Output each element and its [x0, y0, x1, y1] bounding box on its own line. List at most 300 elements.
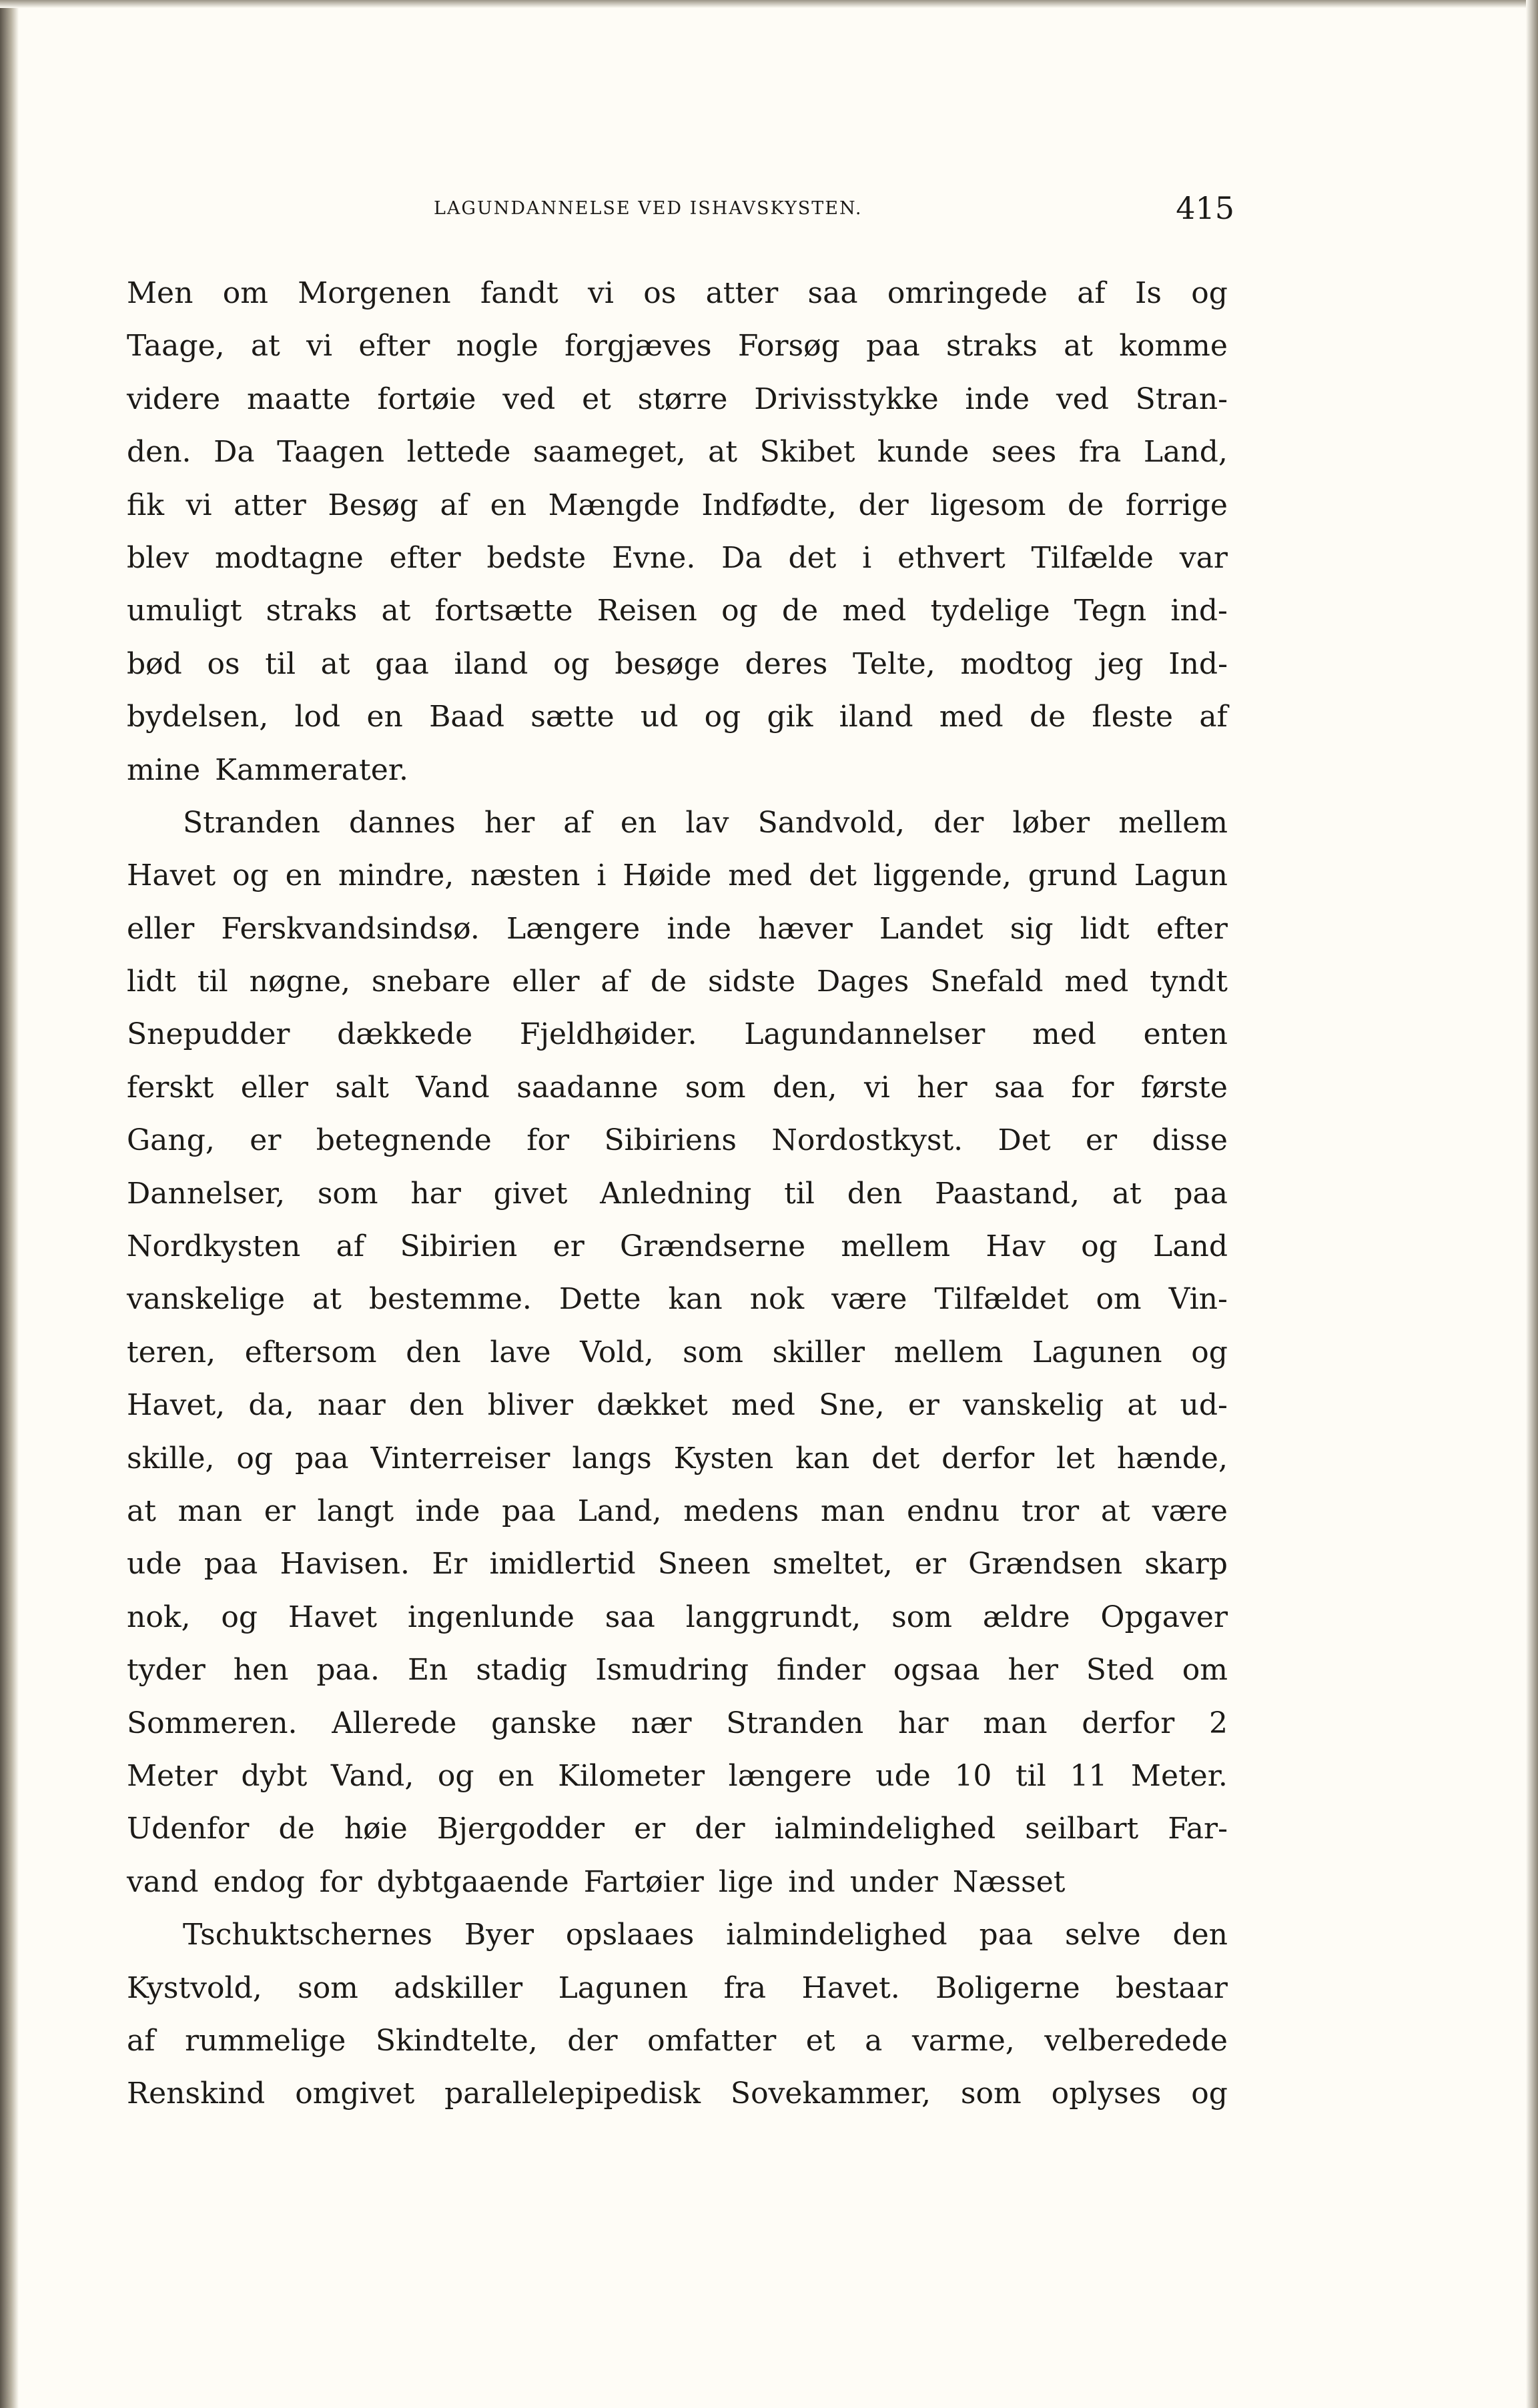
word: ude [127, 1547, 182, 1582]
word: skille, [127, 1441, 215, 1475]
word: Vinterreiser [370, 1441, 550, 1475]
text-line [127, 1273, 1228, 1325]
word: og [1191, 1335, 1228, 1369]
word: Kystvold, [127, 1970, 262, 2005]
word: Mængde [548, 488, 680, 522]
word: liggende, [873, 858, 1012, 893]
word: Tegn [1074, 594, 1147, 628]
word: opslaaes [565, 1918, 695, 1952]
text-line [127, 1591, 1228, 1644]
word: Vand, [330, 1758, 414, 1793]
word: er [914, 1547, 946, 1582]
word: rummelige [185, 2023, 346, 2058]
word: de [650, 965, 687, 999]
word: hen [233, 1653, 289, 1688]
word: Opgaver [1100, 1600, 1228, 1634]
word: efter [389, 540, 461, 575]
word: En [407, 1653, 448, 1688]
text-line [127, 902, 1228, 955]
word: af [563, 805, 592, 840]
word: en [620, 805, 657, 840]
word: modtagne [214, 540, 364, 575]
word: Paastand, [934, 1176, 1080, 1211]
word: 10 [954, 1758, 992, 1793]
word: bød [127, 646, 182, 681]
word: at [381, 594, 411, 628]
word: maatte [247, 382, 351, 416]
word: Længere [506, 911, 641, 946]
word: Lagundannelser [744, 1017, 986, 1052]
word: Tilfældet [934, 1282, 1069, 1317]
word: finder [776, 1653, 865, 1688]
word: Hav [986, 1229, 1046, 1264]
word: straks [946, 329, 1038, 364]
word: ud- [1180, 1388, 1228, 1423]
word: den. [127, 435, 191, 470]
word: dækkede [337, 1017, 473, 1052]
word: forrige [1125, 488, 1228, 522]
word: Renskind [127, 2076, 266, 2111]
word: tyndt [1150, 965, 1228, 999]
word: at [312, 1282, 342, 1317]
word: under [849, 1864, 938, 1899]
word: Ferskvandsindsø. [221, 911, 480, 946]
word: fik [127, 488, 165, 522]
word: disse [1152, 1123, 1228, 1158]
word: har [897, 1706, 949, 1740]
word: tror [1021, 1493, 1080, 1528]
word: Stranden [183, 805, 320, 840]
word: paa [979, 1918, 1034, 1952]
word: a [865, 2023, 883, 2058]
word: fleste [1092, 700, 1174, 734]
word: skiller [772, 1335, 865, 1369]
word: man [177, 1493, 242, 1528]
word: om [1096, 1282, 1142, 1317]
word: den [406, 1335, 461, 1369]
word: Havet [288, 1600, 378, 1634]
text-line [127, 849, 1228, 902]
word: og [553, 646, 590, 681]
word: derfor [1082, 1706, 1175, 1740]
word: medens [683, 1493, 799, 1528]
word: ingenlunde [408, 1600, 574, 1634]
word: og [236, 1441, 274, 1475]
word: enten [1143, 1017, 1228, 1052]
text-line [127, 690, 1228, 743]
word: har [410, 1176, 461, 1211]
word: der [567, 2023, 618, 2058]
word: paa [1174, 1176, 1228, 1211]
word: vanskelig [963, 1388, 1104, 1423]
word: Kammerater. [215, 752, 408, 787]
word: hænde, [1116, 1441, 1228, 1475]
word: er [634, 1812, 666, 1846]
word: ældre [982, 1600, 1070, 1634]
word: nøgne, [249, 965, 350, 999]
text-line [127, 1538, 1228, 1590]
word: imidlertid [489, 1547, 636, 1582]
word: gaa [375, 646, 429, 681]
word: omfatter [647, 2023, 777, 2058]
word: den [847, 1176, 903, 1211]
word: selve [1065, 1918, 1141, 1952]
text-line [127, 1220, 1228, 1273]
word: smeltet, [772, 1547, 893, 1582]
word: i [597, 858, 607, 893]
word: bedste [486, 540, 587, 575]
word: en [285, 858, 322, 893]
word: jeg [1098, 646, 1144, 681]
word: ligesom [930, 488, 1046, 522]
text-line [127, 479, 1228, 532]
word: parallelepipedisk [444, 2076, 701, 2111]
word: paa [294, 1441, 349, 1475]
word: 2 [1208, 1706, 1228, 1740]
word: iland [839, 700, 913, 734]
word: ved [502, 382, 556, 416]
word: iland [454, 646, 528, 681]
text-line [127, 744, 1228, 796]
word: oplyses [1051, 2076, 1162, 2111]
word: Indfødte, [701, 488, 837, 522]
word: saa [994, 1070, 1045, 1105]
word: blev [127, 540, 189, 575]
word: sees [992, 435, 1057, 470]
word: løber [1012, 805, 1090, 840]
word: Byer [464, 1918, 534, 1952]
word: med [1032, 1017, 1096, 1052]
word: straks [266, 594, 358, 628]
word: om [222, 276, 268, 310]
word: deres [745, 646, 828, 681]
word: den [409, 1388, 464, 1423]
word: atter [234, 488, 306, 522]
word: og [232, 858, 269, 893]
word: det [788, 540, 837, 575]
word: med [842, 594, 907, 628]
word: Skibet [759, 435, 855, 470]
word: af [127, 2023, 155, 2058]
word: en [366, 700, 403, 734]
word: varme, [911, 2023, 1015, 2058]
word: Landet [879, 911, 984, 946]
word: Vin- [1168, 1282, 1228, 1317]
word: mellem [1118, 805, 1228, 840]
word: fra [1078, 435, 1122, 470]
word: med [939, 700, 1004, 734]
word: Da [214, 435, 255, 470]
word: den, [773, 1070, 837, 1105]
word: høie [344, 1812, 408, 1846]
word: at [127, 1493, 156, 1528]
word: større [637, 382, 728, 416]
word: nok [749, 1282, 805, 1317]
text-line [127, 955, 1228, 1008]
word: Nordostkyst. [771, 1123, 964, 1158]
word: Stran- [1135, 382, 1228, 416]
word: og [721, 594, 758, 628]
word: seilbart [1025, 1812, 1139, 1846]
word: teren, [127, 1335, 216, 1369]
word: atter [705, 276, 779, 310]
word: de [1068, 488, 1104, 522]
page-edge-right [1526, 0, 1538, 2408]
word: her [917, 1070, 968, 1105]
word: og [221, 1600, 258, 1634]
word: med [731, 1388, 795, 1423]
word: Sommeren. [127, 1706, 298, 1740]
word: ved [1056, 382, 1109, 416]
word: dybtgaaende [376, 1864, 569, 1899]
word: Havet, [127, 1388, 226, 1423]
text-line [127, 1379, 1228, 1431]
text-line [127, 1856, 1228, 1908]
word: bliver [487, 1388, 574, 1423]
word: Sne, [819, 1388, 885, 1423]
word: Tschuktschernes [183, 1918, 432, 1952]
word: at [250, 329, 280, 364]
word: Lagunen [558, 1970, 689, 2005]
word: det [871, 1441, 920, 1475]
word: dybt [241, 1758, 308, 1793]
word: Forsøg [737, 329, 840, 364]
word: sidste [707, 965, 796, 999]
word: Lagunen [1032, 1335, 1162, 1369]
word: lav [685, 805, 729, 840]
word: Havet. [801, 1970, 900, 2005]
word: fortsætte [434, 594, 573, 628]
word: Meter [127, 1758, 218, 1793]
word: være [831, 1282, 907, 1317]
word: ialmindelighed [726, 1918, 947, 1952]
word: langt [317, 1493, 394, 1528]
word: dækket [597, 1388, 708, 1423]
word: Besøg [328, 488, 418, 522]
word: efter [1156, 911, 1228, 946]
word: paa [866, 329, 920, 364]
word: lod [294, 700, 341, 734]
page-number: 415 [1176, 190, 1234, 226]
word: til [1015, 1758, 1046, 1793]
word: Sneen [657, 1547, 751, 1582]
word: Gang, [127, 1123, 215, 1158]
word: grund [1028, 858, 1118, 893]
word: inde [965, 382, 1030, 416]
word: stadig [476, 1653, 568, 1688]
word: let [1056, 1441, 1095, 1475]
word: ind [788, 1864, 835, 1899]
word: fra [723, 1970, 767, 2005]
word: bestaar [1116, 1970, 1228, 2005]
word: omgivet [295, 2076, 415, 2111]
word: derfor [941, 1441, 1035, 1475]
word: vi [587, 276, 614, 310]
body-text [127, 267, 1228, 2121]
running-head: LAGUNDANNELSE VED ISHAVSKYSTEN. [434, 198, 863, 219]
word: givet [493, 1176, 568, 1211]
word: Ind- [1168, 646, 1228, 681]
word: dannes [349, 805, 456, 840]
word: det [809, 858, 857, 893]
word: tyder [127, 1653, 206, 1688]
word: de [781, 594, 819, 628]
word: Havet [127, 858, 216, 893]
word: lige [718, 1864, 774, 1899]
word: Men [127, 276, 194, 310]
word: her [1008, 1653, 1058, 1688]
word: at [1064, 329, 1093, 364]
word: og [1081, 1229, 1118, 1264]
word: med [1064, 965, 1129, 999]
word: umuligt [127, 594, 242, 628]
word: af [601, 965, 629, 999]
word: et [805, 2023, 835, 2058]
word: sætte [530, 700, 615, 734]
word: Næsset [952, 1864, 1066, 1899]
word: eller [512, 965, 580, 999]
word: ethvert [897, 540, 1006, 575]
word: af [440, 488, 469, 522]
word: efter [358, 329, 430, 364]
word: eller [127, 911, 195, 946]
word: Evne. [611, 540, 696, 575]
word: nær [631, 1706, 692, 1740]
word: Det [998, 1123, 1051, 1158]
text-line [127, 1802, 1228, 1855]
word: Snefald [930, 965, 1044, 999]
word: adskiller [394, 1970, 523, 2005]
word: og [704, 700, 741, 734]
word: der [695, 1812, 745, 1846]
word: betegnende [316, 1123, 492, 1158]
text-line [127, 1644, 1228, 1696]
page-edge-left [0, 0, 19, 2408]
word: ind- [1170, 594, 1228, 628]
word: at [1127, 1388, 1157, 1423]
word: der [933, 805, 984, 840]
word: er [1085, 1123, 1118, 1158]
word: som [317, 1176, 378, 1211]
word: hæver [758, 911, 853, 946]
word: her [484, 805, 535, 840]
word: for [1071, 1070, 1114, 1105]
text-line [127, 584, 1228, 637]
word: for [526, 1123, 570, 1158]
word: Ismudring [595, 1653, 749, 1688]
word: vanskelige [127, 1282, 286, 1317]
word: tydelige [930, 594, 1050, 628]
word: Stranden [726, 1706, 864, 1740]
word: eftersom [244, 1335, 377, 1369]
word: komme [1119, 329, 1228, 364]
word: Nordkysten [127, 1229, 301, 1264]
word: længere [728, 1758, 852, 1793]
word: Fartøier [583, 1864, 704, 1899]
word: Bjergodder [436, 1812, 605, 1846]
word: der [858, 488, 909, 522]
word: Anledning [600, 1176, 752, 1211]
word: Sibiriens [604, 1123, 737, 1158]
word: Sted [1086, 1653, 1154, 1688]
word: saa [605, 1600, 655, 1634]
word: man [983, 1706, 1048, 1740]
word: af [1077, 276, 1106, 310]
text-line [127, 2067, 1228, 2120]
word: Kilometer [558, 1758, 705, 1793]
word: Drivisstykke [754, 382, 939, 416]
word: er [264, 1493, 296, 1528]
word: Fjeldhøider. [519, 1017, 697, 1052]
word: mine [127, 752, 201, 787]
text-line [127, 638, 1228, 690]
word: paa. [316, 1653, 380, 1688]
word: som [298, 1970, 358, 2005]
word: modtog [960, 646, 1074, 681]
word: Reisen [597, 594, 697, 628]
word: at [1112, 1176, 1142, 1211]
word: Er [432, 1547, 468, 1582]
word: lave [490, 1335, 551, 1369]
word: som [683, 1335, 743, 1369]
word: endog [213, 1864, 305, 1899]
word: inde [415, 1493, 480, 1528]
word: Taagen [277, 435, 385, 470]
word: Tilfælde [1031, 540, 1154, 575]
word: Boligerne [935, 1970, 1080, 2005]
word: Land, [1143, 435, 1228, 470]
word: Kysten [673, 1441, 774, 1475]
word: til [265, 646, 296, 681]
word: Land [1153, 1229, 1228, 1264]
word: fandt [480, 276, 558, 310]
word: langs [572, 1441, 652, 1475]
word: Vand [416, 1070, 490, 1105]
word: Udenfor [127, 1812, 250, 1846]
word: de [278, 1812, 315, 1846]
word: ude [875, 1758, 931, 1793]
word: Telte, [852, 646, 935, 681]
word: Sandvold, [757, 805, 905, 840]
word: af [1199, 700, 1228, 734]
word: vand [127, 1864, 199, 1899]
word: Far- [1168, 1812, 1228, 1846]
text-line [127, 1061, 1228, 1114]
word: i [862, 540, 872, 575]
word: naar [317, 1388, 386, 1423]
word: mindre, [338, 858, 454, 893]
word: kan [795, 1441, 850, 1475]
text-line [127, 1750, 1228, 1802]
word: 11 [1070, 1758, 1108, 1793]
word: fortøie [377, 382, 476, 416]
text-line [127, 1908, 1228, 1961]
word: en [498, 1758, 534, 1793]
page-header [127, 190, 1254, 237]
word: de [1029, 700, 1066, 734]
word: nok, [127, 1600, 191, 1634]
word: saadanne [516, 1070, 659, 1105]
word: Taage, [127, 329, 225, 364]
text-line [127, 267, 1228, 320]
word: Snepudder [127, 1017, 290, 1052]
word: ud [640, 700, 679, 734]
word: eller [240, 1070, 308, 1105]
word: Lagun [1134, 858, 1228, 893]
text-line [127, 1326, 1228, 1379]
word: endnu [906, 1493, 1000, 1528]
word: paa [502, 1493, 556, 1528]
